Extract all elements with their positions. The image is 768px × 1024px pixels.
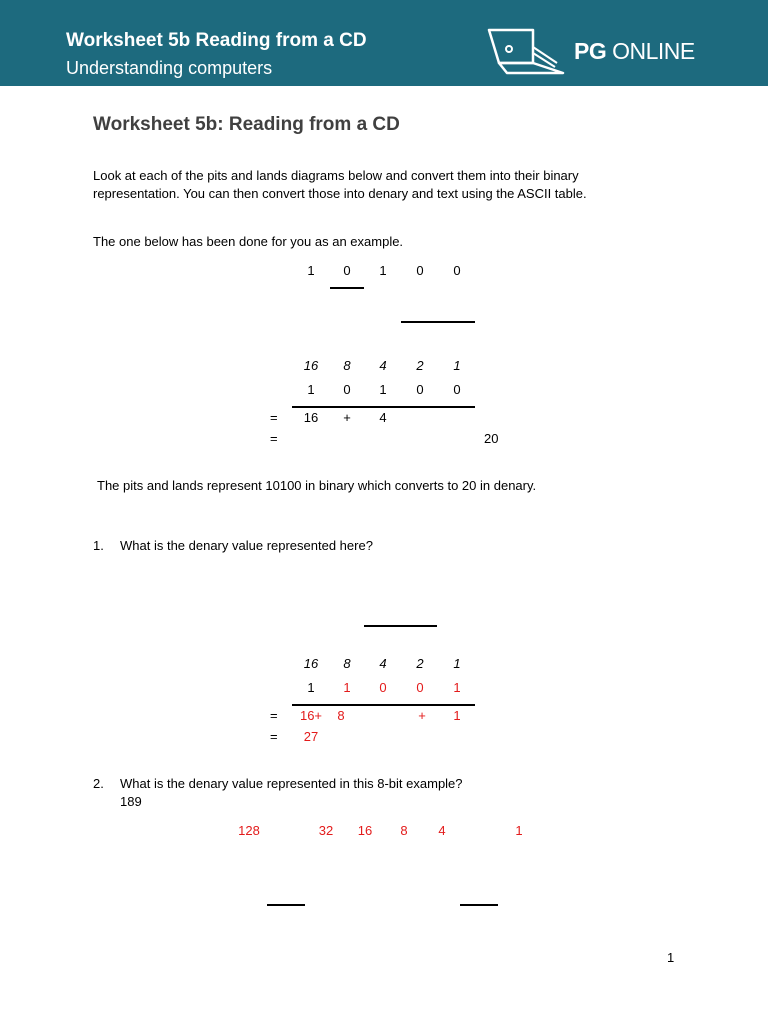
q2-value: 128 [238, 823, 260, 838]
q1-bit: 1 [307, 680, 315, 695]
page-heading: Worksheet 5b: Reading from a CD [93, 114, 400, 135]
q2-text: What is the denary value represented in this 8-bit example? [120, 776, 463, 791]
example-bit: 0 [343, 382, 351, 397]
q2-number: 2. [93, 776, 104, 791]
q2-value: 1 [515, 823, 523, 838]
example-bit: 0 [416, 382, 424, 397]
laptop-icon [485, 27, 565, 77]
q1-bit: 0 [379, 680, 387, 695]
intro-line-1: Look at each of the pits and lands diagrams below and convert them into their binary [93, 168, 579, 183]
q1-place-value: 2 [416, 656, 424, 671]
q2-land-line [267, 904, 305, 906]
example-top-bit: 0 [453, 263, 461, 278]
q2-land-line [460, 904, 498, 906]
q1-bit: 1 [343, 680, 351, 695]
example-top-bit: 0 [416, 263, 424, 278]
q2-value: 32 [318, 823, 334, 838]
example-place-value: 8 [343, 358, 351, 373]
example-bit: 1 [307, 382, 315, 397]
q1-text: What is the denary value represented here? [120, 538, 373, 553]
example-top-bit: 1 [307, 263, 315, 278]
intro-line-2: representation. You can then convert those into denary and text using the ASCII table. [93, 186, 587, 201]
example-pit-line [401, 321, 475, 323]
example-sum-term: 16 [303, 410, 319, 425]
q1-sum-term: + [418, 708, 426, 723]
example-note: The one below has been done for you as an example. [93, 234, 404, 249]
header-title: Worksheet 5b Reading from a CD [66, 30, 367, 51]
example-bit: 0 [453, 382, 461, 397]
brand-logo-text: PG ONLINE [574, 38, 695, 64]
example-place-value: 2 [416, 358, 424, 373]
q2-value: 8 [400, 823, 408, 838]
q1-place-value: 16 [303, 656, 319, 671]
example-place-value: 4 [379, 358, 387, 373]
q1-sum-term: 16+ [299, 708, 323, 723]
q1-place-value: 1 [453, 656, 461, 671]
q1-sum-term: 8 [337, 708, 345, 723]
q1-pit-line [364, 625, 437, 627]
q1-bit: 0 [416, 680, 424, 695]
example-summary: The pits and lands represent 10100 in binary which converts to 20 in denary. [97, 478, 537, 493]
q1-sum-rule [292, 704, 475, 706]
example-bit: 1 [379, 382, 387, 397]
q1-place-value: 4 [379, 656, 387, 671]
q2-value: 16 [357, 823, 373, 838]
q1-equals-2: = [270, 729, 278, 744]
page-number: 1 [667, 950, 675, 965]
example-place-value: 1 [453, 358, 461, 373]
example-result: 20 [484, 431, 499, 446]
example-top-bit: 0 [343, 263, 351, 278]
header-subtitle: Understanding computers [66, 58, 273, 78]
q1-bit: 1 [453, 680, 461, 695]
q1-equals-1: = [270, 708, 278, 723]
example-land-line [330, 287, 364, 289]
example-place-value: 16 [303, 358, 319, 373]
example-sum-term: + [343, 410, 351, 425]
example-equals-1: = [270, 410, 278, 425]
example-sum-term: 4 [379, 410, 387, 425]
q2-answer: 189 [120, 794, 142, 809]
q1-sum-term: 1 [453, 708, 461, 723]
q1-result: 27 [303, 729, 319, 744]
header-banner [0, 0, 768, 86]
q1-number: 1. [93, 538, 104, 553]
example-top-bit: 1 [379, 263, 387, 278]
q2-value: 4 [438, 823, 446, 838]
q1-place-value: 8 [343, 656, 351, 671]
example-equals-2: = [270, 431, 278, 446]
example-sum-rule [292, 406, 475, 408]
